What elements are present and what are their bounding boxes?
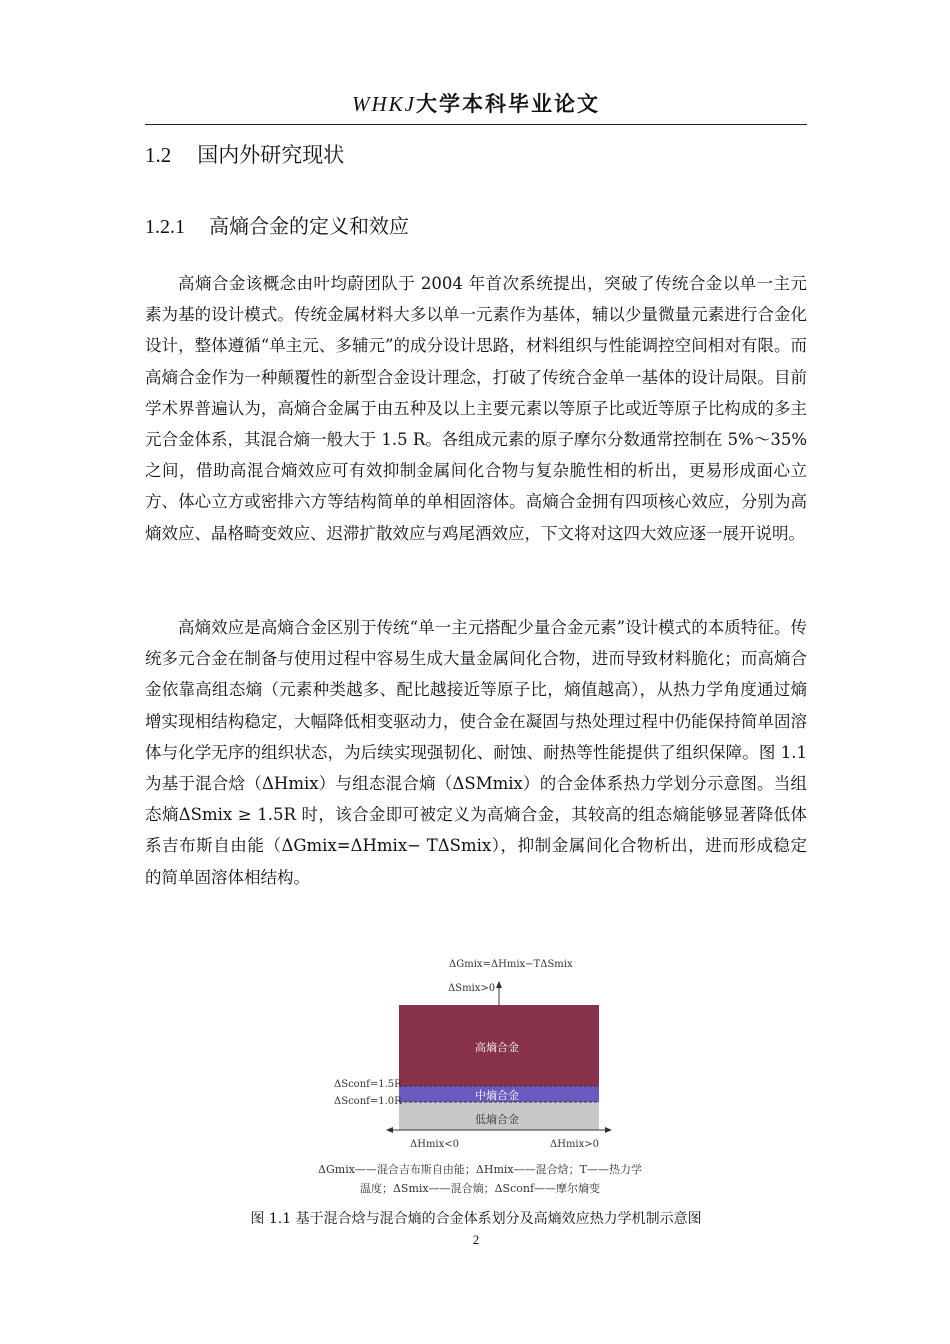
header-title: 大学本科毕业论文 [416,91,600,116]
axis-left-label: ΔHmix<0 [410,1139,460,1150]
axis-arrow-right [605,1127,612,1133]
threshold-low-label: ΔSconf=1.0R [334,1096,402,1107]
figure-caption: 图 1.1 基于混合焓与混合熵的合金体系划分及高熵效应热力学机制示意图 [250,1211,702,1227]
section-title: 国内外研究现状 [197,143,345,167]
section-number: 1.2 [145,143,172,167]
band-mid-label: 中熵合金 [475,1089,519,1102]
legend-line-2: 温度；ΔSmix——混合熵；ΔSconf——摩尔熵变 [359,1182,601,1195]
axis-right-label: ΔHmix>0 [550,1139,600,1150]
legend-line-1: ΔGmix——混合吉布斯自由能；ΔHmix——混合焓；T——热力学 [318,1163,642,1176]
section-heading [145,139,344,169]
body-paragraph-2: 高熵效应是高熵合金区别于传统“单一主元搭配少量合金元素”设计模式的本质特征。传统多元合金在制备与使用过程中容易生成大量金属间化合物，进而导致材料脆化；而高熵合金依靠高组态熵（元素种类越多、配比越接近等原子比，熵值越高），从热力学角度通过熵增实现相结构稳定，大幅降低相变驱动力，使合金在凝固与热处理过程中仍能保持简单固溶体与化学无序的组织状态，为后续实现强韧化、耐蚀、耐热等性能提供了组织保障。图 1.1 为基于混合焓（ΔHmix）与组态混合熵（ΔSMmix）的合金体系热力学划分示意图。当组态熵ΔSmix ≥ 1.5R 时，该合金即可被定义为高熵合金，其较高的组态熵能够显著降低体系吉布斯自由能（ΔGmix=ΔHmix− TΔSmix），抑制金属间化合物析出，进而形成稳定的简单固溶体相结构。 [145,618,807,887]
figure-legend [300,1160,660,1198]
header-prefix: WHKJ [352,92,416,116]
body-paragraph-1: 高熵合金该概念由叶均蔚团队于 2004 年首次系统提出，突破了传统合金以单一主元素为基的设计模式。传统金属材料大多以单一元素作为基体，辅以少量微量元素进行合金化设计，整体遵循“单主元、多辅元”的成分设计思路，材料组织与性能调控空间相对有限。而高熵合金作为一种颠覆性的新型合金设计理念，打破了传统合金单一基体的设计局限。目前学术界普遍认为，高熵合金属于由五种及以上主要元素以等原子比或近等原子比构成的多主元合金体系，其混合熵一般大于 1.5 R。各组成元素的原子摩尔分数通常控制在 5%～35% 之间，借助高混合熵效应可有效抑制金属间化合物与复杂脆性相的析出，更易形成面心立方、体心立方或密排六方等结构简单的单相固溶体。高熵合金拥有四项核心效应，分别为高熵效应、晶格畸变效应、迟滞扩散效应与鸡尾酒效应，下文将对这四大效应逐一展开说明。 [145,274,807,543]
figure-1-1 [330,955,650,1195]
header-rule [145,124,807,125]
threshold-high-label: ΔSconf=1.5R [334,1079,402,1090]
vertical-arrowhead [496,981,502,988]
band-low-label: 低熵合金 [475,1113,519,1126]
band-high-label: 高熵合金 [475,1041,519,1054]
subsection-title: 高熵合金的定义和效应 [209,214,409,238]
page-header [145,88,807,124]
figure-arrow-label: ΔSmix>0 [448,983,496,994]
subsection-number: 1.2.1 [145,216,185,238]
figure-top-label: ΔGmix=ΔHmix−TΔSmix [449,959,573,970]
page-number: 2 [472,1232,480,1247]
axis-arrow-left [386,1127,393,1133]
subsection-heading [145,210,409,239]
